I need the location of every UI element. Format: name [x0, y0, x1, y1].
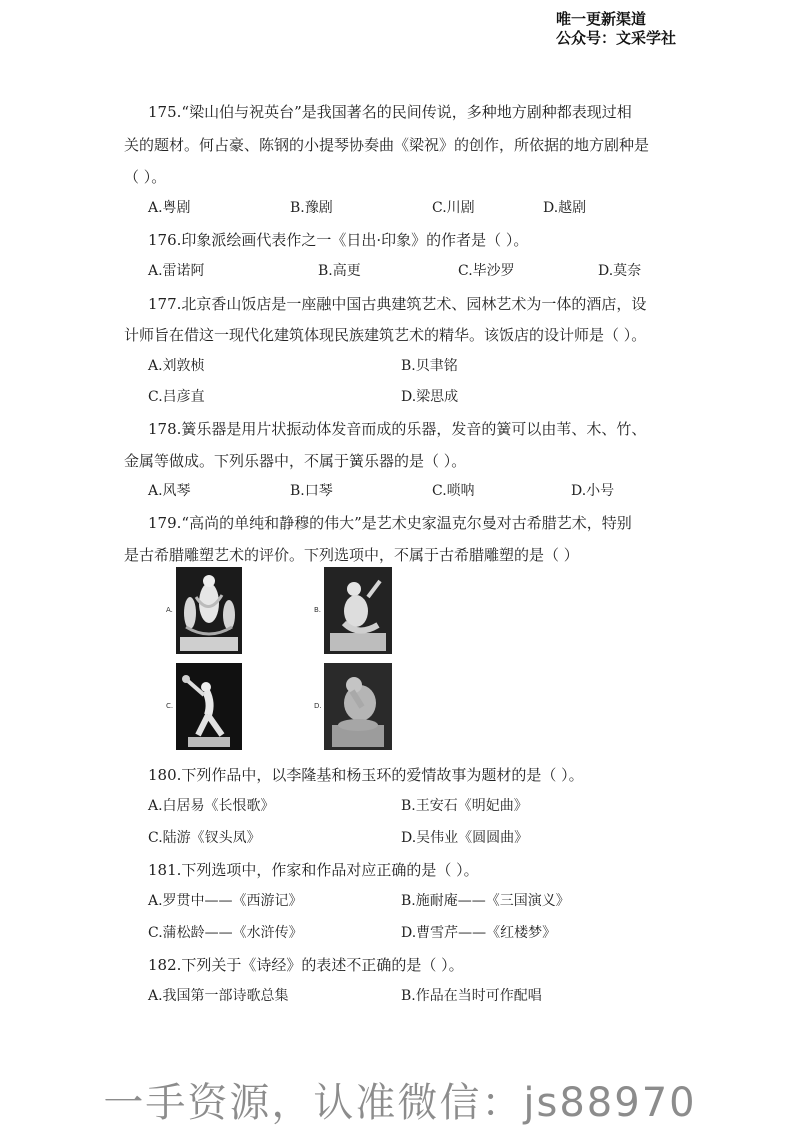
q179-image-b-label: B. [314, 606, 322, 614]
q177-stem-line1: 177.北京香山饭店是一座融中国古典建筑艺术、园林艺术为一体的酒店，设 [148, 295, 647, 313]
q178-option-c[interactable]: C.唢呐 [432, 483, 475, 499]
q178-stem-line2: 金属等做成。下列乐器中，不属于簧乐器的是（ ）。 [124, 452, 467, 470]
q175-stem-line1: 175.“梁山伯与祝英台”是我国著名的民间传说，多种地方剧种都表现过相 [148, 103, 632, 121]
q175-stem-line2: 关的题材。何占豪、陈钢的小提琴协奏曲《梁祝》的创作，所依据的地方剧种是 [124, 136, 650, 154]
q182-stem-line1: 182.下列关于《诗经》的表述不正确的是（ ）。 [148, 956, 464, 974]
q181-stem-line1: 181.下列选项中，作家和作品对应正确的是（ ）。 [148, 861, 479, 879]
q178-stem-line1: 178.簧乐器是用片状振动体发音而成的乐器，发音的簧可以由苇、木、竹、 [148, 420, 647, 438]
q178-option-d[interactable]: D.小号 [571, 483, 615, 499]
q179-option-d-image[interactable] [324, 663, 392, 750]
q178-option-b[interactable]: B.口琴 [290, 483, 333, 499]
watermark-line-1: 唯一更新渠道 [556, 10, 647, 28]
q177-option-b[interactable]: B.贝聿铭 [401, 358, 458, 374]
q179-image-d-label: D. [314, 702, 322, 710]
q180-option-c[interactable]: C.陆游《钗头凤》 [148, 830, 261, 846]
q180-option-a[interactable]: A.白居易《长恨歌》 [148, 798, 275, 814]
q177-option-c[interactable]: C.吕彦直 [148, 389, 205, 405]
q179-stem-line1: 179.“高尚的单纯和静穆的伟大”是艺术史家温克尔曼对古希腊艺术，特别 [148, 514, 632, 532]
q179-image-a-label: A. [166, 606, 173, 614]
q175-option-b[interactable]: B.豫剧 [290, 200, 333, 216]
q175-stem-line3: （ ）。 [124, 168, 167, 186]
q179-option-b-image[interactable] [324, 567, 392, 654]
q180-option-d[interactable]: D.吴伟业《圆圆曲》 [401, 830, 529, 846]
q176-option-a[interactable]: A.雷诺阿 [148, 263, 205, 279]
q175-option-d[interactable]: D.越剧 [543, 200, 587, 216]
q178-option-a[interactable]: A.风琴 [148, 483, 191, 499]
q181-option-c[interactable]: C.蒲松龄——《水浒传》 [148, 925, 303, 941]
q176-stem-line1: 176.印象派绘画代表作之一《日出·印象》的作者是（ ）。 [148, 231, 529, 249]
bottom-watermark: 一手资源，认准微信：js88970 [103, 1080, 697, 1126]
q180-option-b[interactable]: B.王安石《明妃曲》 [401, 798, 528, 814]
q176-option-c[interactable]: C.毕沙罗 [458, 263, 515, 279]
q177-stem-line2: 计师旨在借这一现代化建筑体现民族建筑艺术的精华。该饭店的设计师是（ ）。 [124, 326, 647, 344]
q177-option-d[interactable]: D.梁思成 [401, 389, 459, 405]
q175-option-c[interactable]: C.川剧 [432, 200, 475, 216]
q179-image-c-label: C. [166, 702, 174, 710]
watermark-line-2: 公众号：文采学社 [556, 29, 677, 47]
q177-option-a[interactable]: A.刘敦桢 [148, 358, 205, 374]
q181-option-b[interactable]: B.施耐庵——《三国演义》 [401, 893, 570, 909]
q176-option-d[interactable]: D.莫奈 [598, 263, 642, 279]
top-watermark [556, 10, 756, 48]
q176-option-b[interactable]: B.高更 [318, 263, 361, 279]
q182-option-a[interactable]: A.我国第一部诗歌总集 [148, 988, 289, 1004]
q179-option-a-image[interactable] [176, 567, 242, 654]
q175-option-a[interactable]: A.粤剧 [148, 200, 191, 216]
q181-option-d[interactable]: D.曹雪芹——《红楼梦》 [401, 925, 557, 941]
q182-option-b[interactable]: B.作品在当时可作配唱 [401, 988, 542, 1004]
q180-stem-line1: 180.下列作品中，以李隆基和杨玉环的爱情故事为题材的是（ ）。 [148, 766, 584, 784]
q181-option-a[interactable]: A.罗贯中——《西游记》 [148, 893, 303, 909]
q179-option-c-image[interactable] [176, 663, 242, 750]
q179-stem-line2: 是古希腊雕塑艺术的评价。下列选项中，不属于古希腊雕塑的是（ ） [124, 546, 579, 564]
